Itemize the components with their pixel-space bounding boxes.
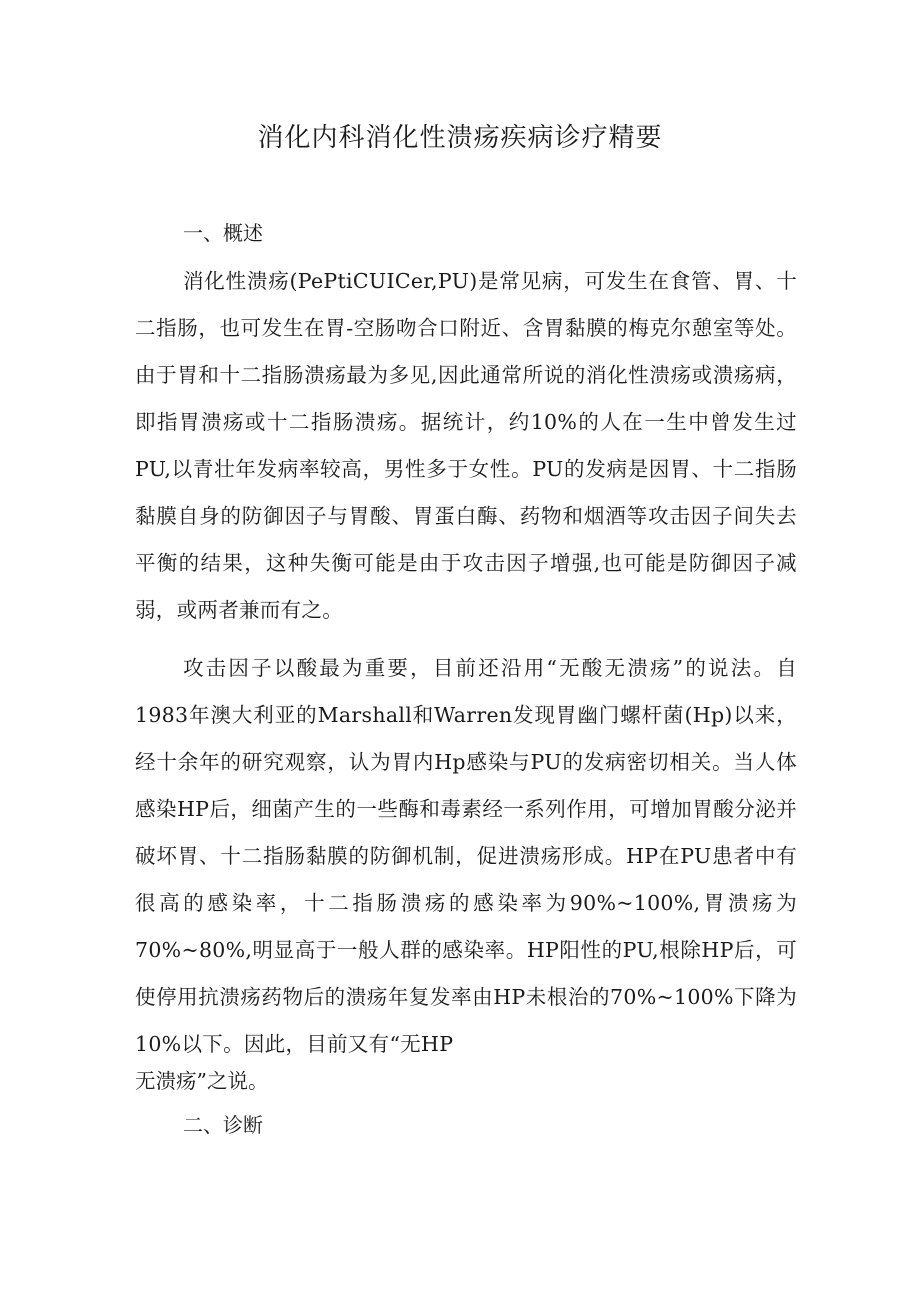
paragraph-overview: 消化性溃疡(PePtiCUICer,PU)是常见病，可发生在食管、胃、十二指肠，也可发生在胃-空肠吻合口附近、含胃黏膜的梅克尔憩室等处。由于胃和十二指肠溃疡最为多见,因此通常所说的消化性溃疡或溃疡病，即指胃溃疡或十二指肠溃疡。据统计，约10%的人在一生中曾发生过PU,以青壮年发病率较高，男性多于女性。PU的发病是因胃、十二指肠黏膜自身的防御因子与胃酸、胃蛋白酶、药物和烟酒等攻击因子间失去平衡的结果，这种失衡可能是由于攻击因子增强,也可能是防御因子减弱，或两者兼而有之。: [135, 269, 797, 622]
section-heading-diagnosis: 二、诊断: [183, 1113, 263, 1137]
document-title: 消化内科消化性溃疡疾病诊疗精要: [257, 123, 663, 153]
paragraph-attack-factors-tail: 无溃疡”之说。: [135, 1069, 269, 1093]
section-heading-overview: 一、概述: [183, 221, 263, 245]
paragraph-attack-factors: 攻击因子以酸最为重要，目前还沿用“无酸无溃疡”的说法。自1983年澳大利亚的Marshall和Warren发现胃幽门螺杆菌(Hp)以来，经十余年的研究观察，认为胃内Hp感染与PU的发病密切相关。当人体感染HP后，细菌产生的一些酶和毒素经一系列作用，可增加胃酸分泌并破坏胃、十二指肠黏膜的防御机制，促进溃疡形成。HP在PU患者中有很高的感染率，十二指肠溃疡的感染率为90%~100%,胃溃疡为70%~80%,明显高于一般人群的感染率。HP阳性的PU,根除HP后，可使停用抗溃疡药物后的溃疡年复发率由HP未根治的70%~100%下降为10%以下。因此，目前又有“无HP: [135, 656, 797, 1056]
